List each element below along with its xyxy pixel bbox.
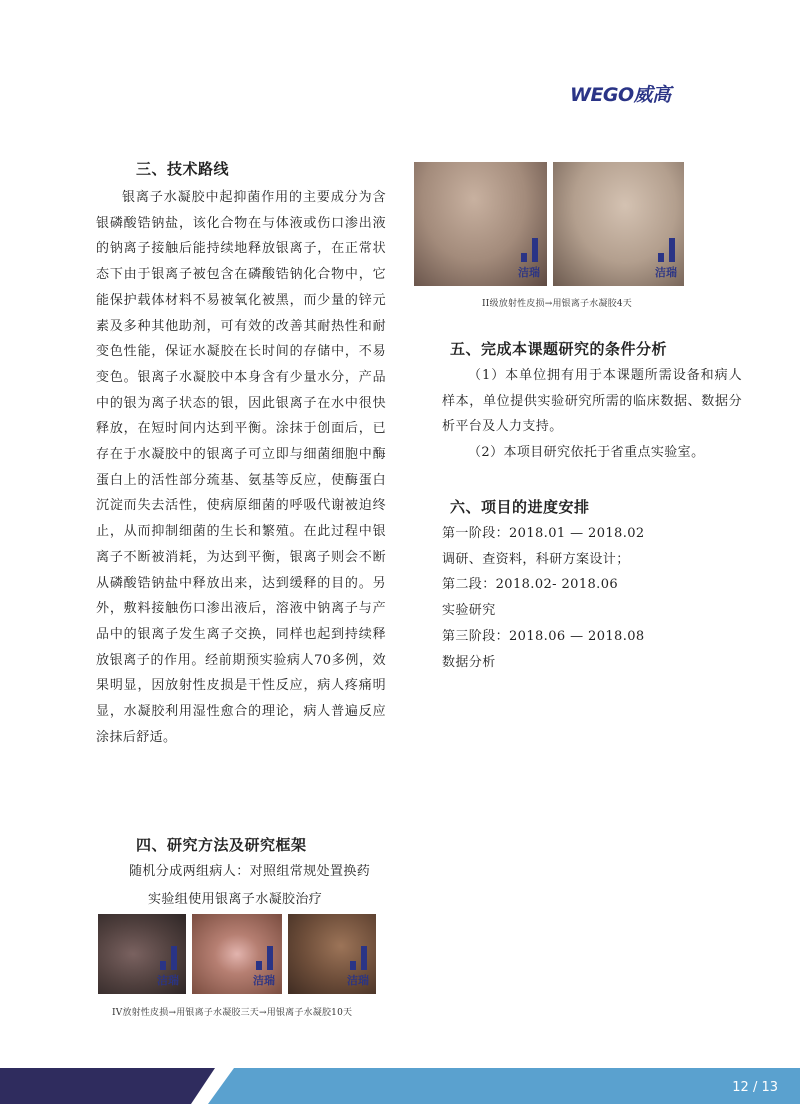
watermark-icon xyxy=(255,946,273,970)
schedule-line: 第三阶段：2018.06 — 2018.08 xyxy=(442,628,645,644)
footer-dark-band xyxy=(0,1068,215,1104)
top-figure xyxy=(414,162,684,286)
left-column xyxy=(96,158,386,750)
watermark-logo: 洁瑞 xyxy=(252,946,276,988)
section-heading-tech-route: 三、技术路线 xyxy=(136,160,230,178)
conditions-item2: （2）本项目研究依托于省重点实验室。 xyxy=(468,445,705,461)
footer-light-band xyxy=(208,1068,800,1104)
figure-photo-day0 xyxy=(98,914,186,994)
section-heading-conditions: 五、完成本课题研究的条件分析 xyxy=(450,340,668,358)
watermark-icon xyxy=(520,238,538,262)
schedule-line: 实验研究 xyxy=(442,603,496,619)
watermark-icon xyxy=(159,946,177,970)
figure-photo-day10 xyxy=(288,914,376,994)
research-method-line2: 实验组使用银离子水凝胶治疗 xyxy=(148,892,323,907)
watermark-logo: 洁瑞 xyxy=(156,946,180,988)
research-method-line1: 随机分成两组病人：对照组常规处置换药 xyxy=(129,864,371,879)
page-number: 12 / 13 xyxy=(732,1080,778,1095)
watermark-logo: 洁瑞 xyxy=(654,238,678,280)
bottom-figure-caption: IV放射性皮损→用银离子水凝胶三天→用银离子水凝胶10天 xyxy=(112,1008,353,1018)
figure-photo-before xyxy=(414,162,547,286)
schedule-line: 第二段：2018.02- 2018.06 xyxy=(442,577,619,593)
top-figure-caption: II级放射性皮损→用银离子水凝胶4天 xyxy=(482,299,632,309)
watermark-icon xyxy=(349,946,367,970)
section-heading-schedule: 六、项目的进度安排 xyxy=(450,498,590,516)
brand-logo: WEGO威高 xyxy=(570,84,671,106)
watermark-icon xyxy=(657,238,675,262)
schedule-line: 调研、查资料，科研方案设计； xyxy=(442,551,630,567)
tech-route-body: 银离子水凝胶中起抑菌作用的主要成分为含银磷酸锆钠盐，该化合物在与体液或伤口渗出液的钠离子接触后能持续地释放银离子，在正常状态下由于银离子被包含在磷酸锆钠化合物中，它能保护载体材料不易被氧化被黑，而少量的锌元素及多种其他助剂，可有效的改善其耐热性和耐变色性能，保证水凝胶在长时间的存储中，不易变色。银离子水凝胶中本身含有少量水分，产品中的银为离子状态的银，因此银离子在水中很快释放，在短时间内达到平衡。涂抹于创面后，已存在于水凝胶中的银离子可立即与细菌细胞中酶蛋白上的活性部分巯基、氨基等反应，使酶蛋白沉淀而失去活性，使病原细菌的呼吸代谢被迫终止，从而抑制细菌的生长和繁殖。在此过程中银离子不断被消耗，为达到平衡，银离子则会不断从磷酸锆钠盐中释放出来，达到缓释的目的。另外，敷料接触伤口渗出液后，溶液中钠离子与产品中的银离子发生离子交换，同样也起到持续释放银离子的作用。经前期预实验病人70多例，效果明显，因放射性皮损是干性反应，病人疼痛明显，水凝胶利用湿性愈合的理论，病人普遍反应涂抹后舒适。 xyxy=(96,190,386,745)
conditions-item1: （1）本单位拥有用于本课题所需设备和病人样本，单位提供实验研究所需的临床数据、数据分析平台及人力支持。 xyxy=(442,368,742,435)
watermark-logo: 洁瑞 xyxy=(346,946,370,988)
schedule-line: 数据分析 xyxy=(442,654,496,670)
section-heading-research-method: 四、研究方法及研究框架 xyxy=(136,836,307,854)
schedule-section xyxy=(442,496,742,675)
figure-photo-after xyxy=(553,162,684,286)
watermark-logo: 洁瑞 xyxy=(517,238,541,280)
bottom-figure xyxy=(98,914,376,994)
schedule-line: 第一阶段：2018.01 — 2018.02 xyxy=(442,526,645,541)
conditions-section xyxy=(442,338,742,466)
figure-photo-day3 xyxy=(192,914,282,994)
